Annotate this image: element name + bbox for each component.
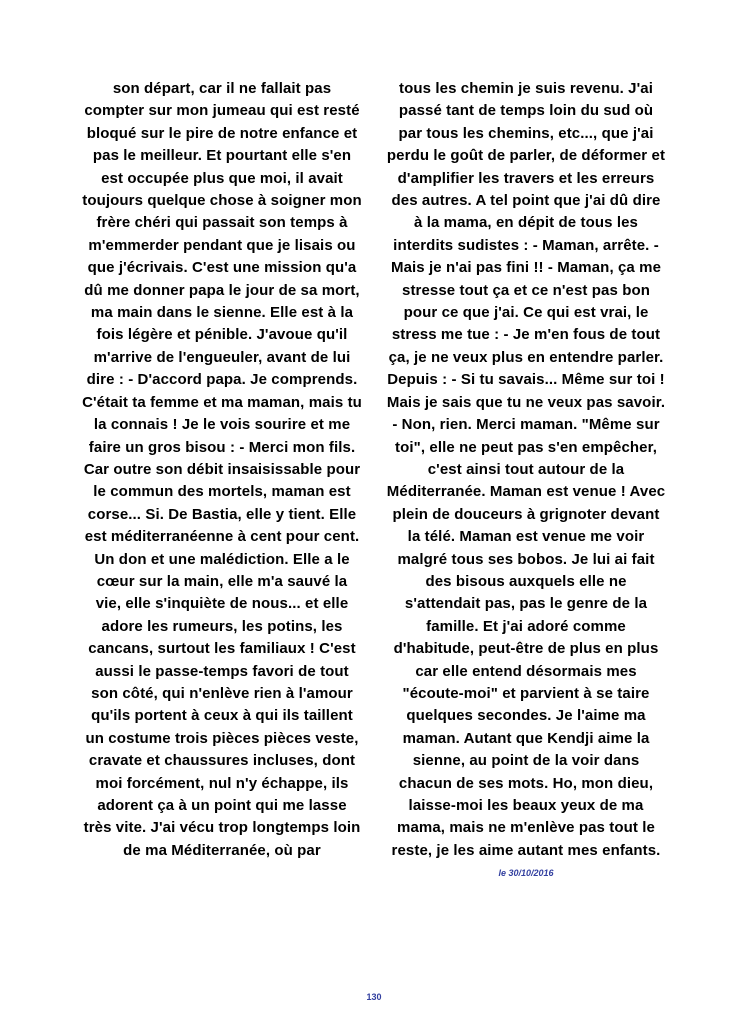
page-number: 130 (366, 992, 382, 1002)
date-stamp: le 30/10/2016 (498, 868, 554, 879)
paragraph-right: tous les chemin je suis revenu. J'ai passé tant de temps loin du sud où par tous les chemins, etc..., que j'ai perdu le goût de parler, de déformer et d'amplifier les travers et les erreurs des autres. A tel point que j'ai dû dire à la mama, en dépit de tous les interdits sudistes : - Maman, arrête. - Mais je n'ai pas fini !! - Maman, ça me stresse tout ça et ce n'est pas bon pour ce que j'ai. Ce qui est vrai, le stress me tue : - Je m'en fous de tout ça, je ne veux plus en entendre parler. Depuis : - Si tu savais... Même sur toi ! Mais je sais que tu ne veux pas savoir. - Non, rien. Merci maman. "Même sur toi", elle ne peut pas s'en empêcher, c'est ainsi tout autour de la Méditerranée. Maman est venue ! Avec plein de douceurs à grignoter devant la télé. Maman est venue me voir malgré tous ses bobos. Je lui ai fait des bisous auxquels elle ne s'attendait pas, pas le genre de la famille. Et j'ai adoré comme d'habitude, peut-être de plus en plus car elle entend désormais mes "écoute-moi" et parvient à se taire quelques secondes. Je l'aime ma maman. Autant que Kendji aime la sienne, au point de la voir dans chacun de ses mots. Ho, mon dieu, laisse-moi les beaux yeux de ma mama, mais ne m'enlève pas tout le reste, je les aime autant mes enfants. (386, 80, 666, 859)
paragraph-left: son départ, car il ne fallait pas compter sur mon jumeau qui est resté bloqué sur le pire de notre enfance et pas le meilleur. Et pourtant elle s'en est occupée plus que moi, il avait toujours quelque chose à soigner mon frère chéri qui passait son temps à m'emmerder pendant que je lisais ou que j'écrivais. C'est une mission qu'a dû me donner papa le jour de sa mort, ma main dans le sienne. Elle est à la fois légère et pénible. J'avoue qu'il m'arrive de l'engueuler, avant de lui dire : - D'accord papa. Je comprends. C'était ta femme et ma maman, mais tu la connais ! Je le vois sourire et me faire un gros bisou : - Merci mon fils. Car outre son débit insaisissable pour le commun des mortels, maman est corse... Si. De Bastia, elle y tient. Elle est méditerranéenne à cent pour cent. Un don et une malédiction. Elle a le cœur sur la main, elle m'a sauvé la vie, elle s'inquiète de nous... et elle adore les rumeurs, les potins, les cancans, surtout les familiaux ! C'est aussi le passe-temps favori de tout son côté, qui n'enlève rien à l'amour qu'ils portent à ceux à qui ils taillent un costume trois pièces pièces veste, cravate et chaussures incluses, dont moi forcément, nul n'y échappe, ils adorent ça à un point qui me lasse très vite. J'ai vécu trop longtemps loin de ma Méditerranée, où par (82, 80, 362, 859)
text-column-left (82, 78, 362, 878)
two-column-layout (82, 78, 666, 878)
text-column-right (386, 78, 666, 878)
